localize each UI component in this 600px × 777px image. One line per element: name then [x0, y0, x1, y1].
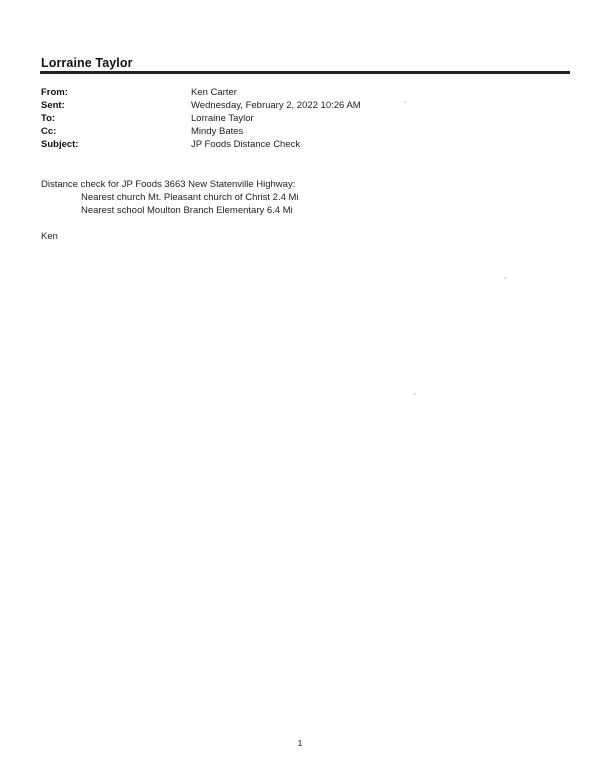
header-row-from [41, 86, 541, 99]
body-line-school: Nearest school Moulton Branch Elementary 6.4 Mi [81, 205, 293, 216]
from-value: Ken Carter [191, 87, 237, 98]
header-row-to [41, 112, 541, 125]
sent-value: Wednesday, February 2, 2022 10:26 AM [191, 100, 361, 111]
body-intro: Distance check for JP Foods 3663 New Statenville Highway: [41, 179, 296, 190]
to-value: Lorraine Taylor [191, 113, 254, 124]
page-number: 1 [297, 738, 303, 748]
sent-label: Sent: [41, 100, 65, 111]
cc-label: Cc: [41, 126, 57, 137]
header-row-subject [41, 138, 541, 151]
email-signoff: Ken [41, 231, 58, 242]
email-body [41, 178, 561, 217]
from-label: From: [41, 87, 68, 98]
mailbox-owner-name: Lorraine Taylor [41, 56, 133, 70]
email-header [41, 86, 541, 151]
to-label: To: [41, 113, 56, 124]
subject-label: Subject: [41, 139, 79, 150]
scan-speck [414, 393, 416, 395]
header-row-cc [41, 125, 541, 138]
subject-value: JP Foods Distance Check [191, 139, 301, 150]
header-divider [40, 71, 570, 74]
body-line-church: Nearest church Mt. Pleasant church of Christ 2.4 Mi [81, 192, 299, 203]
scan-speck [404, 101, 406, 103]
scan-speck [504, 277, 506, 279]
header-row-sent [41, 99, 541, 112]
cc-value: Mindy Bates [191, 126, 244, 137]
